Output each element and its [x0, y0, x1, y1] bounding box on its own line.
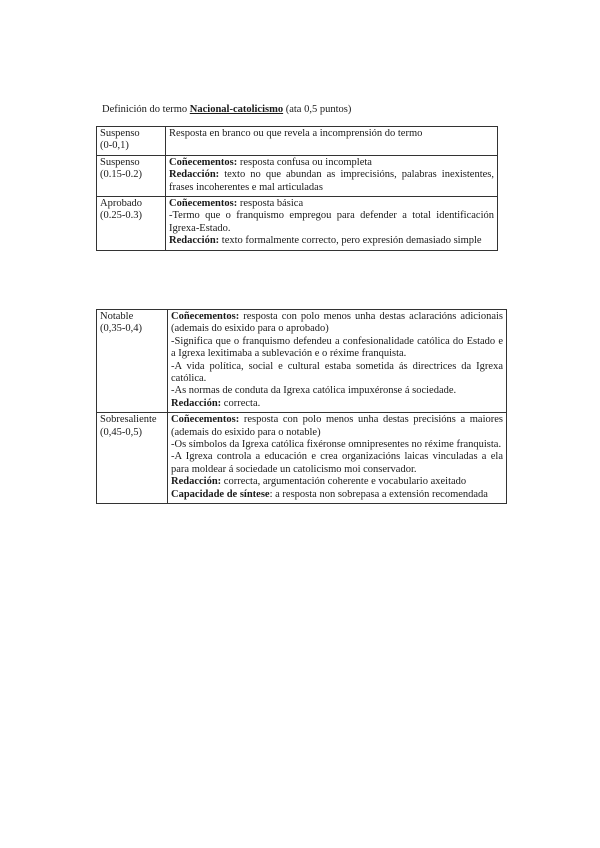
criteria-label: Redacción:	[169, 235, 220, 247]
rubric-table-advanced-body	[97, 310, 507, 504]
rubric-table-basic	[96, 126, 498, 251]
criteria-line	[171, 361, 503, 386]
criteria-cell	[168, 310, 507, 413]
criteria-label: Redacción:	[171, 476, 222, 488]
grade-range: (0.25-0.3)	[100, 210, 142, 222]
criteria-label: Redacción:	[169, 169, 220, 181]
criteria-line	[171, 451, 503, 476]
heading-suffix: (ata 0,5 puntos)	[283, 104, 352, 115]
criteria-line	[171, 439, 503, 451]
criteria-text: texto no que abundan as imprecisións, palabras inexistentes, frases incoherentes e mal articuladas	[169, 169, 494, 193]
criteria-text: -Termo que o franquismo empregou para defender a total identificación Igrexa-Estado.	[169, 210, 494, 234]
criteria-line	[169, 235, 494, 247]
criteria-line	[171, 311, 503, 336]
rubric-row	[97, 197, 498, 251]
section-heading	[102, 103, 351, 116]
criteria-line	[169, 128, 494, 140]
criteria-line	[171, 398, 503, 410]
criteria-line	[171, 489, 503, 501]
criteria-line	[169, 198, 494, 210]
criteria-line	[171, 385, 503, 397]
grade-cell	[97, 310, 168, 413]
criteria-cell	[166, 155, 498, 196]
criteria-label: Coñecementos:	[169, 198, 238, 210]
criteria-text: -As normas de conduta da Igrexa católica impuxéronse á sociedade.	[171, 385, 457, 397]
criteria-text: -A vida política, social e cultural estaba sometida ás directrices da Igrexa católica.	[171, 360, 503, 385]
criteria-text: : a resposta non sobrepasa a extensión recomendada	[269, 488, 488, 500]
grade-cell	[97, 413, 168, 504]
criteria-text: correcta.	[221, 397, 261, 409]
rubric-row	[97, 310, 507, 413]
criteria-cell	[168, 413, 507, 504]
criteria-line	[171, 476, 503, 488]
criteria-text: -Os símbolos da Igrexa católica fixéronse omnipresentes no réxime franquista.	[171, 439, 502, 451]
criteria-text: correcta, argumentación coherente e vocabulario axeitado	[221, 476, 467, 488]
rubric-row	[97, 127, 498, 156]
grade-cell	[97, 197, 166, 251]
grade-range: (0,35-0,4)	[100, 323, 142, 335]
grade-range: (0,45-0,5)	[100, 426, 142, 438]
grade-range: (0.15-0.2)	[100, 169, 142, 181]
rubric-row	[97, 155, 498, 196]
heading-prefix: Definición do termo	[102, 104, 190, 115]
criteria-line	[169, 210, 494, 235]
grade-label: Sobresaliente	[100, 414, 157, 426]
grade-cell	[97, 155, 166, 196]
criteria-text: resposta con polo menos unha destas precisións a maiores (ademais do esixido para o notable)	[171, 414, 503, 438]
criteria-text: resposta con polo menos unha destas aclaracións adicionais (ademais do esixido para o aprobado)	[171, 311, 503, 335]
criteria-label: Redacción:	[171, 397, 222, 409]
criteria-text: texto formalmente correcto, pero expresión demasiado simple	[219, 235, 482, 247]
criteria-line	[169, 169, 494, 194]
criteria-text: -Significa que o franquismo defendeu a confesionalidade católica do Estado e a Igrexa lexitimaba a sublevación e o réxime franquista.	[171, 335, 503, 360]
rubric-row	[97, 413, 507, 504]
criteria-text: resposta básica	[237, 198, 304, 210]
criteria-text: resposta confusa ou incompleta	[237, 156, 372, 168]
grade-range: (0-0,1)	[100, 140, 129, 152]
criteria-text: -A Igrexa controla a educación e crea organizacións laicas vinculadas a ela para moldear á sociedade un catolicismo moi conservador.	[171, 451, 503, 475]
criteria-label: Coñecementos:	[171, 414, 240, 426]
criteria-line	[171, 336, 503, 361]
rubric-table-basic-body	[97, 127, 498, 251]
grade-label: Aprobado	[100, 198, 142, 210]
criteria-text: Resposta en branco ou que revela a incomprensión do termo	[169, 128, 423, 139]
criteria-label: Capacidade de síntese	[171, 488, 270, 500]
criteria-cell	[166, 197, 498, 251]
criteria-line	[171, 414, 503, 439]
grade-label: Suspenso	[100, 128, 140, 139]
criteria-label: Coñecementos:	[169, 156, 238, 168]
criteria-label: Coñecementos:	[171, 311, 240, 322]
grade-label: Suspenso	[100, 156, 140, 168]
heading-term: Nacional-catolicismo	[189, 104, 284, 115]
grade-cell	[97, 127, 166, 156]
criteria-line	[169, 157, 494, 169]
rubric-table-advanced	[96, 309, 507, 504]
grade-label: Notable	[100, 311, 134, 322]
criteria-cell	[166, 127, 498, 156]
